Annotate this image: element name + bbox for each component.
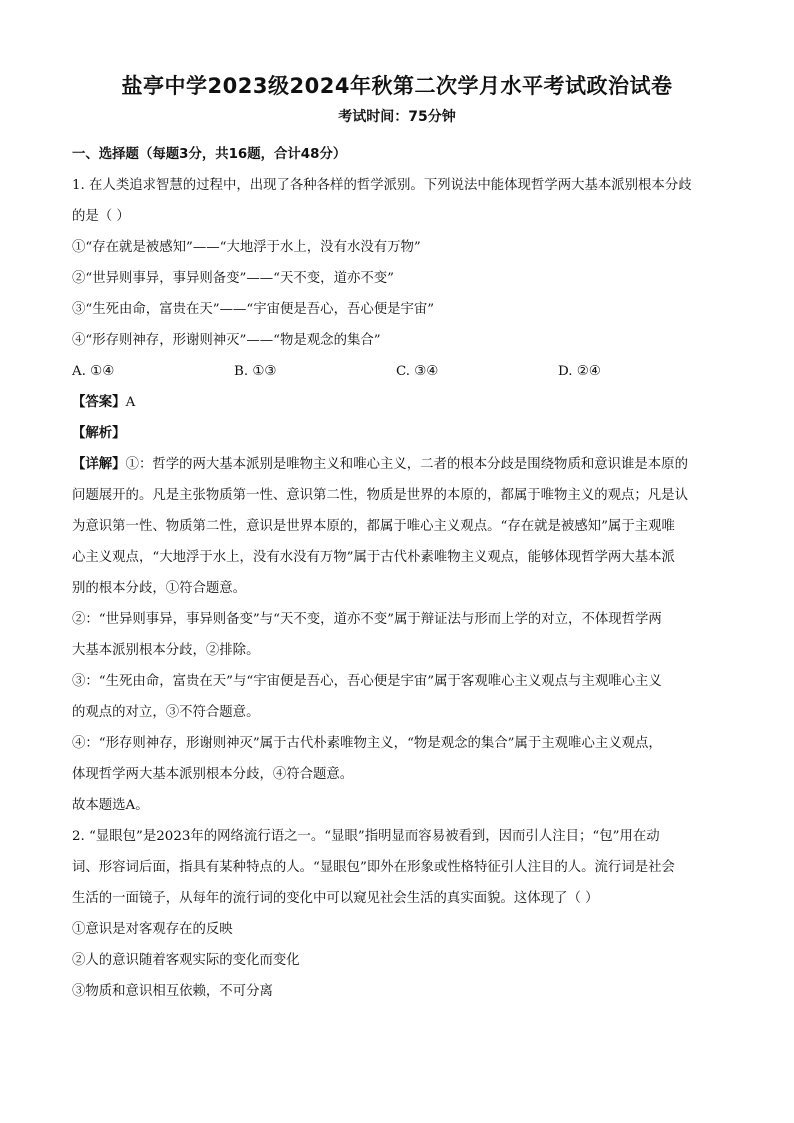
- q1-item-3: ③“生死由命，富贵在天”——“宇宙便是吾心，吾心便是宇宙”: [72, 302, 435, 317]
- q1-options: [72, 356, 724, 387]
- q1-detail-line-3: 为意识第一性、物质第二性，意识是世界本原的，都属于唯心主义观点。“存在就是被感知”属于主观唯: [72, 519, 675, 534]
- answer-label: 【答案】: [72, 395, 126, 410]
- q1-para3-line-2: 的观点的对立，③不符合题意。: [72, 705, 260, 720]
- q1-option-c: C. ③④: [396, 364, 439, 379]
- q1-para2-line-2: 大基本派别根本分歧，②排除。: [72, 643, 260, 658]
- exam-duration: 考试时间：75分钟: [338, 109, 456, 125]
- answer-value: A: [125, 395, 136, 410]
- q1-stem-line-2: 的是（ ）: [72, 209, 130, 224]
- q1-option-b: B. ①③: [234, 364, 277, 379]
- q1-para3-line-1: ③：“生死由命，富贵在天”与“宇宙便是吾心，吾心便是宇宙”属于客观唯心主义观点与主观唯心主义: [72, 674, 662, 689]
- section-heading: 一、选择题（每题3分，共16题，合计48分）: [72, 147, 347, 162]
- q1-detail-line-2: 问题展开的。凡是主张物质第一性、意识第二性，物质是世界的本原的，都属于唯物主义的观点；凡是认: [72, 488, 688, 503]
- q2-stem-line-2: 词、形容词后面，指具有某种特点的人。“显眼包”即外在形象或性格特征引人注目的人。流行词是社会: [72, 860, 675, 875]
- q1-para2-line-1: ②：“世异则事异，事异则备变”与“天不变，道亦不变”属于辩证法与形而上学的对立，不体现哲学两: [72, 612, 662, 627]
- exam-title: 盐亭中学2023级2024年秋第二次学月水平考试政治试卷: [121, 74, 673, 98]
- analysis-label: 【解析】: [72, 426, 126, 441]
- q2-stem-line-1: 2. “显眼包”是2023年的网络流行语之一。“显眼”指明显而容易被看到，因而引人注目；“包”用在动: [72, 829, 660, 844]
- q1-para4-line-1: ④：“形存则神存，形谢则神灭”属于古代朴素唯物主义，“物是观念的集合”属于主观唯心主义观点，: [72, 736, 662, 751]
- q1-stem-line-1: 1. 在人类追求智慧的过程中，出现了各种各样的哲学派别。下列说法中能体现哲学两大基本派别根本分歧: [72, 178, 692, 193]
- q2-item-2: ②人的意识随着客观实际的变化而变化: [72, 953, 300, 968]
- detail-text: ①：哲学的两大基本派别是唯物主义和唯心主义，二者的根本分歧是围绕物质和意识谁是本原的: [125, 457, 688, 472]
- q2-stem-line-3: 生活的一面镜子，从每年的流行词的变化中可以窥见社会生活的真实面貌。这体现了（ ）: [72, 891, 599, 906]
- q1-option-a: A. ①④: [72, 364, 115, 379]
- q1-conclusion: 故本题选A。: [72, 798, 149, 813]
- q1-answer: [72, 387, 724, 418]
- q1-detail-line-5: 别的根本分歧，①符合题意。: [72, 581, 247, 596]
- q2-item-3: ③物质和意识相互依赖，不可分离: [72, 984, 273, 999]
- q1-item-1: ①“存在就是被感知”——“大地浮于水上，没有水没有万物”: [72, 240, 421, 255]
- exam-content: [72, 139, 724, 1007]
- q1-item-4: ④“形存则神存，形谢则神灭”——“物是观念的集合”: [72, 333, 381, 348]
- q1-detail-line-4: 心主义观点，“大地浮于水上，没有水没有万物”属于古代朴素唯物主义观点，能够体现哲学两大基本派: [72, 550, 675, 565]
- q1-detail-line-1: [72, 449, 724, 480]
- q1-para4-line-2: 体现哲学两大基本派别根本分歧，④符合题意。: [72, 767, 354, 782]
- q1-item-2: ②“世异则事异，事异则备变”——“天不变，道亦不变”: [72, 271, 394, 286]
- detail-label: 【详解】: [72, 457, 126, 472]
- q2-item-1: ①意识是对客观存在的反映: [72, 922, 233, 937]
- q1-option-d: D. ②④: [558, 364, 601, 379]
